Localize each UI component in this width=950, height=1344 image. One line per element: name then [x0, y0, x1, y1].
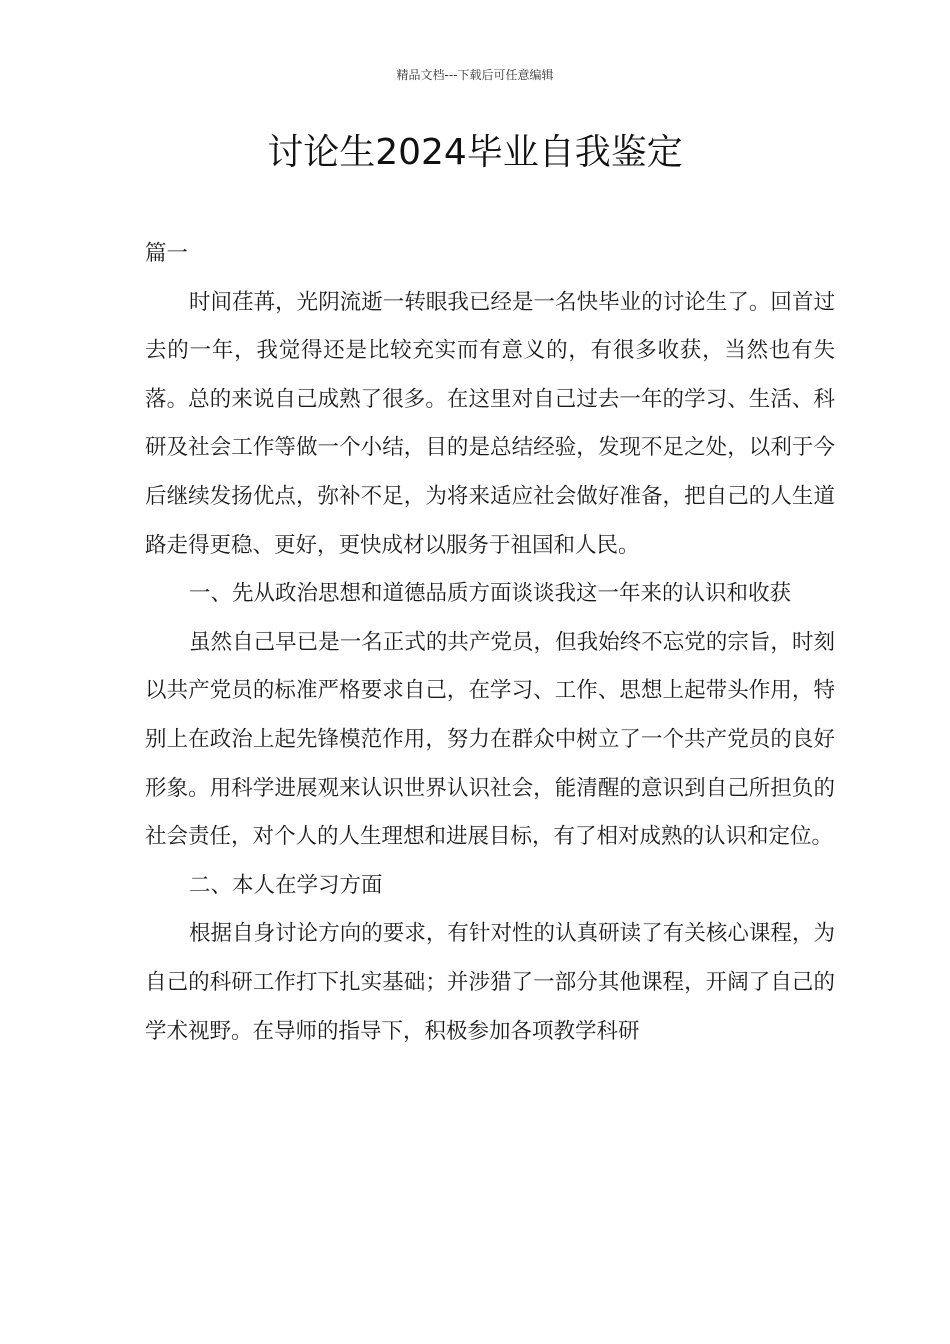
document-title: 讨论生2024毕业自我鉴定: [267, 132, 683, 173]
section-label: 篇一: [145, 241, 189, 266]
header-note: 精品文档---下载后可任意编辑: [396, 68, 554, 82]
paragraph-study: 根据自身讨论方向的要求，有针对性的认真研读了有关核心课程，为自己的科研工作打下扎实基础；并涉猎了一部分其他课程，开阔了自己的学术视野。在导师的指导下，积极参加各项教学科研: [145, 921, 835, 1044]
section-heading-politics: 一、先从政治思想和道德品质方面谈谈我这一年来的认识和收获: [189, 581, 792, 607]
document-body: [145, 230, 835, 1056]
paragraph-intro: 时间荏苒，光阴流逝一转眼我已经是一名快毕业的讨论生了。回首过去的一年，我觉得还是比较充实而有意义的，有很多收获，当然也有失落。总的来说自己成熟了很多。在这里对自己过去一年的学习、生活、科研及社会工作等做一个小结，目的是总结经验，发现不足之处，以利于今后继续发扬优点，弥补不足，为将来适应社会做好准备，把自己的人生道路走得更稳、更好，更快成材以服务于祖国和人民。: [145, 289, 835, 558]
paragraph-politics: 虽然自己早已是一名正式的共产党员，但我始终不忘党的宗旨，时刻以共产党员的标准严格要求自己，在学习、工作、思想上起带头作用，特别上在政治上起先锋模范作用，努力在群众中树立了一个共产党员的良好形象。用科学进展观来认识世界认识社会，能清醒的意识到自己所担负的社会责任，对个人的人生理想和进展目标，有了相对成熟的认识和定位。: [145, 629, 835, 850]
section-heading-study: 二、本人在学习方面: [189, 872, 383, 898]
